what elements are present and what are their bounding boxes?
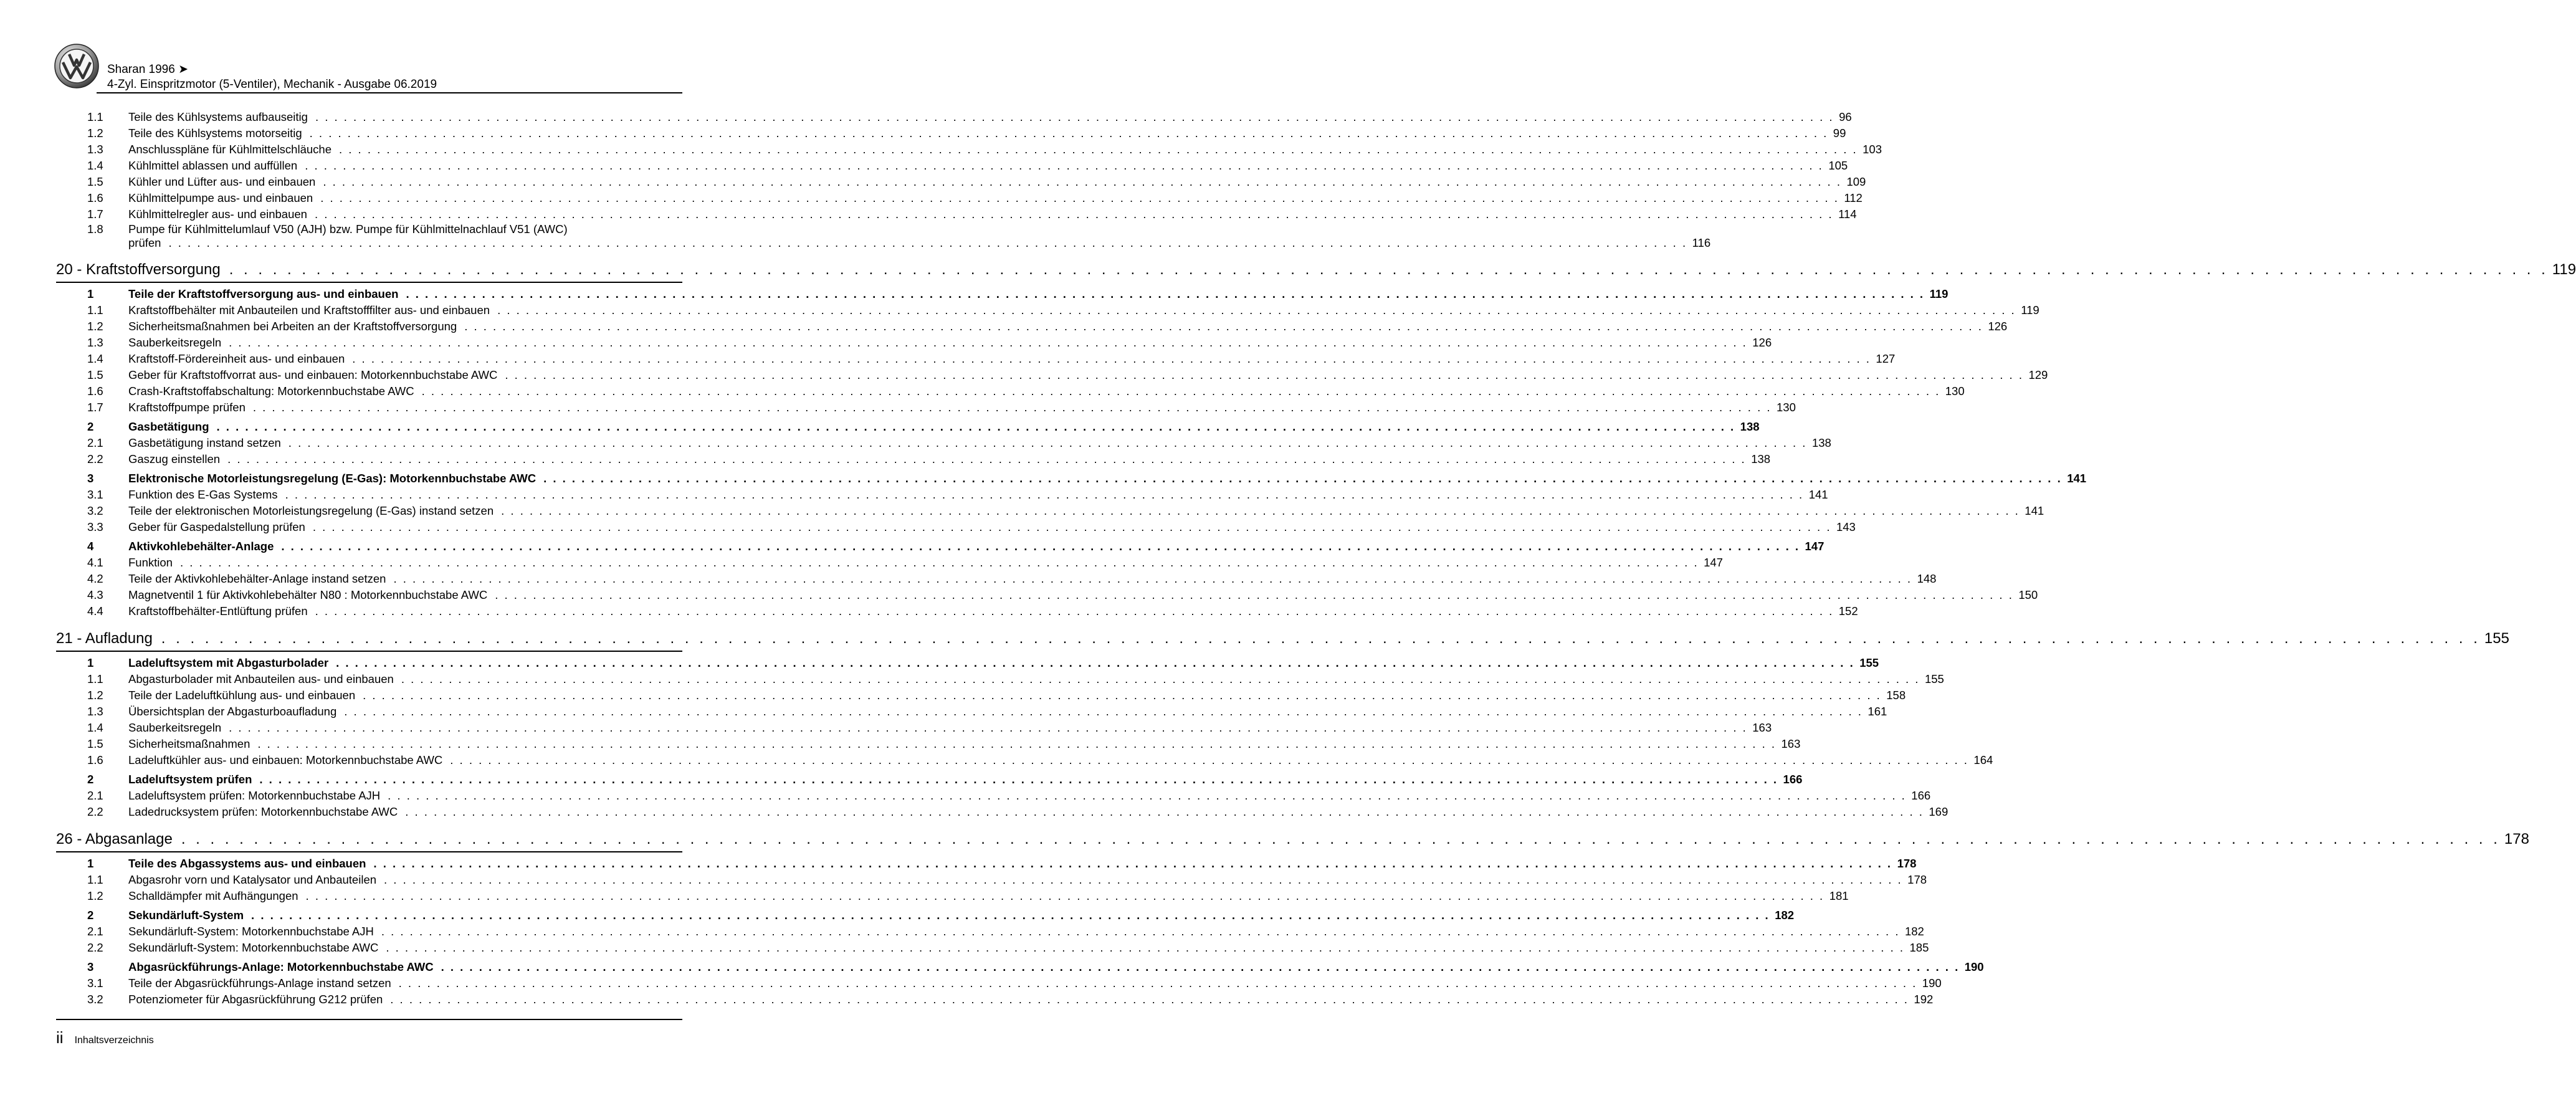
toc-subentry[interactable] — [56, 383, 1965, 399]
entry-title: Anschlusspläne für Kühlmittelschläuche — [128, 143, 332, 156]
entry-number: 2.2 — [87, 805, 103, 818]
entry-page: 161 — [1868, 705, 1887, 718]
entry-page: 138 — [1740, 420, 1760, 433]
entry-page: 116 — [1692, 236, 1711, 249]
entry-title: Sauberkeitsregeln — [128, 721, 222, 734]
entry-number: 3 — [87, 960, 94, 973]
dot-leader: . . . . . . . . . . . . . . . . . . . . . . . . . . . . . . . . . . . . . . . . . . . . . . . . . . . . . . . . . . . . . . . . . . . . . . . . . . . . . . . . . . . . . . . . . . . . . . . . . . . . . . . . . . . . . . . . . . . . . . . . . . . . . . . . . . . . . . . . . . . . . . . . . . . . . . . . . . . . . . . . — [405, 805, 1924, 818]
entry-page: 158 — [1886, 689, 1906, 702]
entry-page: 155 — [2484, 630, 2509, 647]
toc-subentry[interactable] — [56, 603, 1858, 619]
entry-title: Kraftstoffpumpe prüfen — [128, 401, 246, 414]
document-subtitle: 4-Zyl. Einspritzmotor (5-Ventiler), Mechanik - Ausgabe 06.2019 — [107, 78, 437, 91]
entry-title: Sekundärluft-System: Motorkennbuchstabe AJH — [128, 925, 374, 938]
entry-title: Gasbetätigung — [128, 420, 209, 433]
entry-title: Schalldämpfer mit Aufhängungen — [128, 889, 298, 902]
footer-divider — [56, 1019, 682, 1020]
entry-page: 109 — [1846, 175, 1866, 188]
toc-subentry[interactable] — [56, 190, 1863, 206]
toc-subentry[interactable] — [56, 872, 1927, 888]
entry-title-line2: prüfen — [128, 236, 161, 249]
entry-title: Teile des Kühlsystems aufbauseitig — [128, 110, 308, 123]
toc-subentry[interactable] — [56, 109, 1852, 125]
toc-subentry[interactable] — [56, 141, 1882, 158]
entry-page: 143 — [1836, 520, 1856, 533]
entry-number: 1.1 — [87, 873, 103, 886]
entry-page: 105 — [1828, 159, 1848, 172]
dot-leader: . . . . . . . . . . . . . . . . . . . . . . . . . . . . . . . . . . . . . . . . . . . . . . . . . . . . . . . . . . . . . . . . . . . . . . . . . . . . . . . . . . . . . . . . . . . . . . . . . . . . . . . . . . . . . . . . . . . . . . . . . . . . . . . . . . . . . . . . . . . . . . . . . . . . . . . . . . . . . . . . — [344, 705, 1863, 718]
toc-subentry[interactable] — [56, 888, 1849, 904]
entry-title: Gaszug einstellen — [128, 452, 221, 465]
toc-subentry[interactable] — [56, 302, 2039, 318]
entry-title: Geber für Gaspedalstellung prüfen — [128, 520, 305, 533]
entry-number: 1.8 — [87, 222, 103, 236]
footer-label: Inhaltsverzeichnis — [74, 1035, 154, 1046]
dot-leader: . . . . . . . . . . . . . . . . . . . . . . . . . . . . . . . . . . . . . . . . . . . . . . . . . . . . . . . . . . . . . . . . . . . . . . . . . . . . . . . . . . . . . . . . . . . . . . . . . . . . . . . . . . . . . . . . . . . . . . . . . . . . . . . . . . . . . . . . . . . . . . . . . . . . . . . . . . . . . . . . — [229, 336, 1748, 349]
entry-page: 130 — [1777, 401, 1796, 414]
entry-title: Teile der Abgasrückführungs-Anlage instand setzen — [128, 976, 391, 990]
toc-subentry[interactable] — [56, 367, 2048, 383]
dot-leader: . . . . . . . . . . . . . . . . . . . . . . . . . . . . . . . . . . . . . . . . . . . . . . . . . . . . . . . . . . . . . . . . . . . . . . . . . . . . . . . . . . . . . . . . . . . . . . . . . . . . . . . . . . . . . . . . . . . . . . . . . . . . . . . . . . . . . . . . . . . . . . . . . . . . . . . . . . . . . . . . — [257, 737, 1777, 750]
toc-section[interactable] — [56, 655, 1879, 671]
entry-number: 1.4 — [87, 352, 103, 365]
entry-page: 190 — [1922, 976, 1942, 990]
toc-section[interactable] — [56, 538, 1825, 555]
entry-page: 155 — [1859, 656, 1879, 669]
dot-leader: . . . . . . . . . . . . . . . . . . . . . . . . . . . . . . . . . . . . . . . . . . . . . . . . . . . . . . . . . . . . . . . . . . . . . . . . . . . . . . . . . . . . . . . . . . . . . . . . . . . . . . . . . . . . . . . . . . . . . . . . . . . . . . . . . . . . . . . . . . . . . . . . . . . . . . . . . . . . . . . . — [390, 993, 1909, 1006]
entry-title: Funktion des E-Gas Systems — [128, 488, 278, 501]
entry-title: Kraftstoffbehälter-Entlüftung prüfen — [128, 604, 308, 618]
entry-page: 138 — [1751, 452, 1771, 465]
pre-items — [56, 109, 1882, 222]
entry-number: 1.7 — [87, 208, 103, 221]
toc-section[interactable] — [56, 959, 1984, 975]
dot-leader: . . . . . . . . . . . . . . . . . . . . . . . . . . . . . . . . . . . . . . . . . . . . . . . . . . . . . . . . . . . . . . . . . . . . . . . . . . . . . . . . . . . . . . . . . . . . . . . . . . . . . . . . . . . . . . . . . . . . . . . . . . . . . . . . . . . . . . . . . . . . . . . . . . . . . . . . . . . . . . . . — [384, 873, 1903, 886]
entry-title: Ladedrucksystem prüfen: Motorkennbuchstabe AWC — [128, 805, 398, 818]
dot-leader: . . . . . . . . . . . . . . . . . . . . . . . . . . . . . . . . . . . . . . . . . . . . . . . . . . . . . . . . . . . . . . . . . . . . . . . . . . . . . . . . . . . . . . . . . . . . . . . . . . . . . . . . . . . . . . . . . . . . . . . . . . . . . . . . . . . . . . . . . . . . . . . . . . . . . . . . . . . . . . . . — [161, 630, 2481, 647]
dot-leader: . . . . . . . . . . . . . . . . . . . . . . . . . . . . . . . . . . . . . . . . . . . . . . . . . . . . . . . . . . . . . . . . . . . . . . . . . . . . . . . . . . . . . . . . . . . . . . . . . . . . . . . . . . . . . . . . . . . . . . . . . . . . . . . . . . . . . . . . . . . . . . . . . . . . . . . . . . . . . . . . — [388, 789, 1907, 802]
entry-number: 4.3 — [87, 588, 103, 601]
dot-leader: . . . . . . . . . . . . . . . . . . . . . . . . . . . . . . . . . . . . . . . . . . . . . . . . . . . . . . . . . . . . . . . . . . . . . . . . . . . . . . . . . . . . . . . . . . . . . . . . . . . . . . . . . . . . . . . . . . . . . . . . . . . . . . . . . . . . . . . . . . . . . . . . . . . . . . . . . . . . . . . . — [168, 236, 1687, 249]
entry-number: 2 — [87, 773, 94, 786]
dot-leader: . . . . . . . . . . . . . . . . . . . . . . . . . . . . . . . . . . . . . . . . . . . . . . . . . . . . . . . . . . . . . . . . . . . . . . . . . . . . . . . . . . . . . . . . . . . . . . . . . . . . . . . . . . . . . . . . . . . . . . . . . . . . . . . . . . . . . . . . . . . . . . . . . . . . . . . . . . . . . . . . — [281, 540, 1800, 553]
dot-leader: . . . . . . . . . . . . . . . . . . . . . . . . . . . . . . . . . . . . . . . . . . . . . . . . . . . . . . . . . . . . . . . . . . . . . . . . . . . . . . . . . . . . . . . . . . . . . . . . . . . . . . . . . . . . . . . . . . . . . . . . . . . . . . . . . . . . . . . . . . . . . . . . . . . . . . . . . . . . . . . . — [338, 143, 1858, 156]
toc-subentry[interactable] — [56, 975, 1942, 991]
entry-title: Ladeluftsystem prüfen — [128, 773, 252, 786]
dot-leader: . . . . . . . . . . . . . . . . . . . . . . . . . . . . . . . . . . . . . . . . . . . . . . . . . . . . . . . . . . . . . . . . . . . . . . . . . . . . . . . . . . . . . . . . . . . . . . . . . . . . . . . . . . . . . . . . . . . . . . . . . . . . . . . . . . . . . . . . . . . . . . . . . . . . . . . . . . . . . . . . — [312, 520, 1831, 533]
toc-subentry[interactable] — [56, 487, 1828, 503]
dot-leader: . . . . . . . . . . . . . . . . . . . . . . . . . . . . . . . . . . . . . . . . . . . . . . . . . . . . . . . . . . . . . . . . . . . . . . . . . . . . . . . . . . . . . . . . . . . . . . . . . . . . . . . . . . . . . . . . . . . . . . . . . . . . . . . . . . . . . . . . . . . . . . . . . . . . . . . . . . . . . . . . — [421, 384, 1940, 398]
entry-number: 3.1 — [87, 488, 103, 501]
entry-number: 3.1 — [87, 976, 103, 990]
entry-title: Gasbetätigung instand setzen — [128, 436, 281, 449]
entry-number: 1.2 — [87, 126, 103, 140]
toc-section[interactable] — [56, 856, 1917, 872]
table-of-contents — [56, 109, 2576, 1008]
dot-leader: . . . . . . . . . . . . . . . . . . . . . . . . . . . . . . . . . . . . . . . . . . . . . . . . . . . . . . . . . . . . . . . . . . . . . . . . . . . . . . . . . . . . . . . . . . . . . . . . . . . . . . . . . . . . . . . . . . . . . . . . . . . . . . . . . . . . . . . . . . . . . . . . . . . . . . . . . . . . . . . . — [352, 352, 1871, 365]
entry-page: 147 — [1704, 556, 1723, 569]
toc-subentry[interactable] — [56, 804, 1949, 820]
entry-title: Kühlmittelpumpe aus- und einbauen — [128, 191, 313, 204]
entry-number: 1.1 — [87, 303, 103, 317]
entry-number: 2 — [87, 909, 94, 922]
toc-entry-wrapped[interactable] — [56, 222, 1711, 251]
dot-leader: . . . . . . . . . . . . . . . . . . . . . . . . . . . . . . . . . . . . . . . . . . . . . . . . . . . . . . . . . . . . . . . . . . . . . . . . . . . . . . . . . . . . . . . . . . . . . . . . . . . . . . . . . . . . . . . . . . . . . . . . . . . . . . . . . . . . . . . . . . . . . . . . . . . . . . . . . . . . . . . . — [398, 976, 1917, 990]
entry-number: 1 — [87, 287, 94, 300]
entry-title: Sekundärluft-System: Motorkennbuchstabe AWC — [128, 941, 379, 954]
dot-leader: . . . . . . . . . . . . . . . . . . . . . . . . . . . . . . . . . . . . . . . . . . . . . . . . . . . . . . . . . . . . . . . . . . . . . . . . . . . . . . . . . . . . . . . . . . . . . . . . . . . . . . . . . . . . . . . . . . . . . . . . . . . . . . . . . . . . . . . . . . . . . . . . . . . . . . . . . . . . . . . . — [315, 110, 1834, 123]
entry-title: Elektronische Motorleistungsregelung (E-Gas): Motorkennbuchstabe AWC — [128, 472, 537, 485]
entry-number: 2.1 — [87, 436, 103, 449]
entry-number: 1.3 — [87, 705, 103, 718]
entry-title: Teile der Ladeluftkühlung aus- und einbauen — [128, 689, 356, 702]
entry-title: Ladeluftsystem mit Abgasturbolader — [128, 656, 329, 669]
entry-title: Teile des Kühlsystems motorseitig — [128, 126, 302, 140]
entry-title: 21 - Aufladung — [56, 630, 153, 647]
entry-page: 99 — [1833, 126, 1846, 140]
toc-subentry[interactable] — [56, 924, 1924, 940]
dot-leader: . . . . . . . . . . . . . . . . . . . . . . . . . . . . . . . . . . . . . . . . . . . . . . . . . . . . . . . . . . . . . . . . . . . . . . . . . . . . . . . . . . . . . . . . . . . . . . . . . . . . . . . . . . . . . . . . . . . . . . . . . . . . . . . . . . . . . . . . . . . . . . . . . . . . . . . . . . . . . . . . — [363, 689, 1882, 702]
entry-page: 127 — [1876, 352, 1896, 365]
entry-number: 1 — [87, 857, 94, 870]
entry-page: 119 — [2552, 261, 2576, 278]
toc-subentry[interactable] — [56, 206, 1857, 222]
toc-section[interactable] — [56, 470, 2087, 487]
toc-subentry[interactable] — [56, 720, 1772, 736]
dot-leader: . . . . . . . . . . . . . . . . . . . . . . . . . . . . . . . . . . . . . . . . . . . . . . . . . . . . . . . . . . . . . . . . . . . . . . . . . . . . . . . . . . . . . . . . . . . . . . . . . . . . . . . . . . . . . . . . . . . . . . . . . . . . . . . . . . . . . . . . . . . . . . . . . . . . . . . . . . . . . . . . — [315, 604, 1834, 618]
entry-title: Kraftstoff-Fördereinheit aus- und einbauen — [128, 352, 345, 365]
entry-page: 163 — [1752, 721, 1772, 734]
entry-number: 2.2 — [87, 941, 103, 954]
entry-title: 20 - Kraftstoffversorgung — [56, 261, 221, 278]
toc-subentry[interactable] — [56, 752, 1993, 768]
entry-page: 112 — [1844, 191, 1863, 204]
dot-leader: . . . . . . . . . . . . . . . . . . . . . . . . . . . . . . . . . . . . . . . . . . . . . . . . . . . . . . . . . . . . . . . . . . . . . . . . . . . . . . . . . . . . . . . . . . . . . . . . . . . . . . . . . . . . . . . . . . . . . . . . . . . . . . . . . . . . . . . . . . . . . . . . . . . . . . . . . . . . . . . . — [320, 191, 1839, 204]
dot-leader: . . . . . . . . . . . . . . . . . . . . . . . . . . . . . . . . . . . . . . . . . . . . . . . . . . . . . . . . . . . . . . . . . . . . . . . . . . . . . . . . . . . . . . . . . . . . . . . . . . . . . . . . . . . . . . . . . . . . . . . . . . . . . . . . . . . . . . . . . . . . . . . . . . . . . . . . . . . . . . . . — [259, 773, 1778, 786]
dot-leader: . . . . . . . . . . . . . . . . . . . . . . . . . . . . . . . . . . . . . . . . . . . . . . . . . . . . . . . . . . . . . . . . . . . . . . . . . . . . . . . . . . . . . . . . . . . . . . . . . . . . . . . . . . . . . . . . . . . . . . . . . . . . . . . . . . . . . . . . . . . . . . . . . . . . . . . . . . . . . . . . — [179, 556, 1699, 569]
toc-subentry[interactable] — [56, 158, 1848, 174]
entry-title: Potenziometer für Abgasrückführung G212 prüfen — [128, 993, 383, 1006]
entry-page: 181 — [1829, 889, 1849, 902]
entry-title: Teile der Kraftstoffversorgung aus- und einbauen — [128, 287, 399, 300]
entry-title: Kraftstoffbehälter mit Anbauteilen und Kraftstofffilter aus- und einbauen — [128, 303, 490, 317]
entry-title: Kühlmittelregler aus- und einbauen — [128, 208, 307, 221]
entry-page: 182 — [1904, 925, 1924, 938]
entry-page: 114 — [1838, 208, 1857, 221]
entry-number: 1.1 — [87, 672, 103, 685]
entry-page: 190 — [1964, 960, 1984, 973]
toc-subentry[interactable] — [56, 519, 1856, 535]
entry-page: 103 — [1863, 143, 1882, 156]
toc-subentry[interactable] — [56, 687, 1906, 704]
entry-title: Abgasturbolader mit Anbauteilen aus- und einbauen — [128, 672, 394, 685]
entry-title: Sicherheitsmaßnahmen — [128, 737, 250, 750]
dot-leader: . . . . . . . . . . . . . . . . . . . . . . . . . . . . . . . . . . . . . . . . . . . . . . . . . . . . . . . . . . . . . . . . . . . . . . . . . . . . . . . . . . . . . . . . . . . . . . . . . . . . . . . . . . . . . . . . . . . . . . . . . . . . . . . . . . . . . . . . . . . . . . . . . . . . . . . . . . . . . . . . — [464, 320, 1983, 333]
dot-leader: . . . . . . . . . . . . . . . . . . . . . . . . . . . . . . . . . . . . . . . . . . . . . . . . . . . . . . . . . . . . . . . . . . . . . . . . . . . . . . . . . . . . . . . . . . . . . . . . . . . . . . . . . . . . . . . . . . . . . . . . . . . . . . . . . . . . . . . . . . . . . . . . . . . . . . . . . . . . . . . . — [252, 401, 1772, 414]
dot-leader: . . . . . . . . . . . . . . . . . . . . . . . . . . . . . . . . . . . . . . . . . . . . . . . . . . . . . . . . . . . . . . . . . . . . . . . . . . . . . . . . . . . . . . . . . . . . . . . . . . . . . . . . . . . . . . . . . . . . . . . . . . . . . . . . . . . . . . . . . . . . . . . . . . . . . . . . . . . . . . . . — [406, 287, 1925, 300]
entry-number: 4.1 — [87, 556, 103, 569]
dot-leader: . . . . . . . . . . . . . . . . . . . . . . . . . . . . . . . . . . . . . . . . . . . . . . . . . . . . . . . . . . . . . . . . . . . . . . . . . . . . . . . . . . . . . . . . . . . . . . . . . . . . . . . . . . . . . . . . . . . . . . . . . . . . . . . . . . . . . . . . . . . . . . . . . . . . . . . . . . . . . . . . — [251, 909, 1770, 922]
entry-number: 2.2 — [87, 452, 103, 465]
entry-page: 164 — [1973, 753, 1993, 766]
toc-subentry[interactable] — [56, 571, 1937, 587]
entry-number: 1.4 — [87, 721, 103, 734]
entry-title: 26 - Abgasanlage — [56, 831, 173, 847]
entry-page: 166 — [1783, 773, 1803, 786]
entry-title: Übersichtsplan der Abgasturboaufladung — [128, 705, 337, 718]
dot-leader: . . . . . . . . . . . . . . . . . . . . . . . . . . . . . . . . . . . . . . . . . . . . . . . . . . . . . . . . . . . . . . . . . . . . . . . . . . . . . . . . . . . . . . . . . . . . . . . . . . . . . . . . . . . . . . . . . . . . . . . . . . . . . . . . . . . . . . . . . . . . . . . . . . . . . . . . . . . . . . . . — [381, 925, 1900, 938]
toc-subentry[interactable] — [56, 704, 1887, 720]
dot-leader: . . . . . . . . . . . . . . . . . . . . . . . . . . . . . . . . . . . . . . . . . . . . . . . . . . . . . . . . . . . . . . . . . . . . . . . . . . . . . . . . . . . . . . . . . . . . . . . . . . . . . . . . . . . . . . . . . . . . . . . . . . . . . . . . . . . . . . . . . . . . . . . . . . . . . . . . . . . . . . . . — [386, 941, 1905, 954]
entry-page: 178 — [2504, 831, 2529, 847]
entry-title: Geber für Kraftstoffvorrat aus- und einbauen: Motorkennbuchstabe AWC — [128, 368, 498, 381]
entry-number: 1.6 — [87, 191, 103, 204]
entry-title: Funktion — [128, 556, 173, 569]
chapter-heading[interactable] — [56, 829, 2529, 852]
entry-title: Crash-Kraftstoffabschaltung: Motorkennbuchstabe AWC — [128, 384, 414, 398]
entry-number: 1.3 — [87, 143, 103, 156]
vw-logo — [54, 44, 99, 88]
entry-number: 1.1 — [87, 110, 103, 123]
entry-page: 155 — [1924, 672, 1944, 685]
entry-number: 3.2 — [87, 504, 103, 517]
entry-page: 178 — [1897, 857, 1917, 870]
toc-section[interactable] — [56, 286, 1949, 302]
entry-page: 129 — [2028, 368, 2048, 381]
entry-number: 1.2 — [87, 320, 103, 333]
entry-page: 192 — [1914, 993, 1934, 1006]
entry-page: 166 — [1911, 789, 1931, 802]
dot-leader: . . . . . . . . . . . . . . . . . . . . . . . . . . . . . . . . . . . . . . . . . . . . . . . . . . . . . . . . . . . . . . . . . . . . . . . . . . . . . . . . . . . . . . . . . . . . . . . . . . . . . . . . . . . . . . . . . . . . . . . . . . . . . . . . . . . . . . . . . . . . . . . . . . . . . . . . . . . . . . . . — [497, 303, 2016, 317]
toc-subentry[interactable] — [56, 671, 1944, 687]
toc-subentry[interactable] — [56, 335, 1772, 351]
toc-section[interactable] — [56, 771, 1803, 788]
entry-number: 2.1 — [87, 925, 103, 938]
toc-subentry[interactable] — [56, 174, 1866, 190]
dot-leader: . . . . . . . . . . . . . . . . . . . . . . . . . . . . . . . . . . . . . . . . . . . . . . . . . . . . . . . . . . . . . . . . . . . . . . . . . . . . . . . . . . . . . . . . . . . . . . . . . . . . . . . . . . . . . . . . . . . . . . . . . . . . . . . . . . . . . . . . . . . . . . . . . . . . . . . . . . . . . . . . — [501, 504, 2020, 517]
toc-subentry[interactable] — [56, 435, 1831, 451]
entry-title: Abgasrückführungs-Anlage: Motorkennbuchstabe AWC — [128, 960, 434, 973]
entry-number: 1.7 — [87, 401, 103, 414]
entry-page: 182 — [1775, 909, 1795, 922]
entry-page: 185 — [1909, 941, 1929, 954]
entry-title: Sekundärluft-System — [128, 909, 244, 922]
entry-title: Ladeluftsystem prüfen: Motorkennbuchstabe AJH — [128, 789, 381, 802]
dot-leader: . . . . . . . . . . . . . . . . . . . . . . . . . . . . . . . . . . . . . . . . . . . . . . . . . . . . . . . . . . . . . . . . . . . . . . . . . . . . . . . . . . . . . . . . . . . . . . . . . . . . . . . . . . . . . . . . . . . . . . . . . . . . . . . . . . . . . . . . . . . . . . . . . . . . . . . . . . . . . . . . — [305, 889, 1825, 902]
dot-leader: . . . . . . . . . . . . . . . . . . . . . . . . . . . . . . . . . . . . . . . . . . . . . . . . . . . . . . . . . . . . . . . . . . . . . . . . . . . . . . . . . . . . . . . . . . . . . . . . . . . . . . . . . . . . . . . . . . . . . . . . . . . . . . . . . . . . . . . . . . . . . . . . . . . . . . . . . . . . . . . . — [401, 672, 1920, 685]
entry-number: 1.6 — [87, 384, 103, 398]
toc-subentry[interactable] — [56, 451, 1771, 467]
entry-title: Teile des Abgassystems aus- und einbauen — [128, 857, 366, 870]
entry-title: Sicherheitsmaßnahmen bei Arbeiten an der Kraftstoffversorgung — [128, 320, 457, 333]
entry-number: 1.6 — [87, 753, 103, 766]
entry-title: Magnetventil 1 für Aktivkohlebehälter N80 : Motorkennbuchstabe AWC — [128, 588, 488, 601]
toc-subentry[interactable] — [56, 125, 1846, 141]
entry-page: 141 — [2025, 504, 2044, 517]
toc-subentry[interactable] — [56, 940, 1929, 956]
chapters — [56, 259, 2576, 1008]
entry-page: 148 — [1917, 572, 1937, 585]
entry-page: 147 — [1805, 540, 1825, 553]
dot-leader: . . . . . . . . . . . . . . . . . . . . . . . . . . . . . . . . . . . . . . . . . . . . . . . . . . . . . . . . . . . . . . . . . . . . . . . . . . . . . . . . . . . . . . . . . . . . . . . . . . . . . . . . . . . . . . . . . . . . . . . . . . . . . . . . . . . . . . . . . . . . . . . . . . . . . . . . . . . . . . . . — [441, 960, 1960, 973]
entry-page: 96 — [1839, 110, 1852, 123]
dot-leader: . . . . . . . . . . . . . . . . . . . . . . . . . . . . . . . . . . . . . . . . . . . . . . . . . . . . . . . . . . . . . . . . . . . . . . . . . . . . . . . . . . . . . . . . . . . . . . . . . . . . . . . . . . . . . . . . . . . . . . . . . . . . . . . . . . . . . . . . . . . . . . . . . . . . . . . . . . . . . . . . — [216, 420, 1735, 433]
entry-number: 1 — [87, 656, 94, 669]
entry-number: 2 — [87, 420, 94, 433]
entry-page: 126 — [1988, 320, 2008, 333]
entry-number: 2.1 — [87, 789, 103, 802]
dot-leader: . . . . . . . . . . . . . . . . . . . . . . . . . . . . . . . . . . . . . . . . . . . . . . . . . . . . . . . . . . . . . . . . . . . . . . . . . . . . . . . . . . . . . . . . . . . . . . . . . . . . . . . . . . . . . . . . . . . . . . . . . . . . . . . . . . . . . . . . . . . . . . . . . . . . . . . . . . . . . . . . — [336, 656, 1855, 669]
entry-title: Sauberkeitsregeln — [128, 336, 222, 349]
dot-leader: . . . . . . . . . . . . . . . . . . . . . . . . . . . . . . . . . . . . . . . . . . . . . . . . . . . . . . . . . . . . . . . . . . . . . . . . . . . . . . . . . . . . . . . . . . . . . . . . . . . . . . . . . . . . . . . . . . . . . . . . . . . . . . . . . . . . . . . . . . . . . . . . . . . . . . . . . . . . . . . . — [373, 857, 1892, 870]
entry-title: Aktivkohlebehälter-Anlage — [128, 540, 274, 553]
entry-title-line1: Pumpe für Kühlmittelumlauf V50 (AJH) bzw. Pumpe für Kühlmittelnachlauf V51 (AWC) — [128, 222, 568, 236]
entry-number: 1.5 — [87, 737, 103, 750]
entry-page: 169 — [1929, 805, 1949, 818]
dot-leader: . . . . . . . . . . . . . . . . . . . . . . . . . . . . . . . . . . . . . . . . . . . . . . . . . . . . . . . . . . . . . . . . . . . . . . . . . . . . . . . . . . . . . . . . . . . . . . . . . . . . . . . . . . . . . . . . . . . . . . . . . . . . . . . . . . . . . . . . . . . . . . . . . . . . . . . . . . . . . . . . — [229, 261, 2549, 278]
dot-leader: . . . . . . . . . . . . . . . . . . . . . . . . . . . . . . . . . . . . . . . . . . . . . . . . . . . . . . . . . . . . . . . . . . . . . . . . . . . . . . . . . . . . . . . . . . . . . . . . . . . . . . . . . . . . . . . . . . . . . . . . . . . . . . . . . . . . . . . . . . . . . . . . . . . . . . . . . . . . . . . . — [305, 159, 1824, 172]
toc-subentry[interactable] — [56, 587, 2038, 603]
dot-leader: . . . . . . . . . . . . . . . . . . . . . . . . . . . . . . . . . . . . . . . . . . . . . . . . . . . . . . . . . . . . . . . . . . . . . . . . . . . . . . . . . . . . . . . . . . . . . . . . . . . . . . . . . . . . . . . . . . . . . . . . . . . . . . . . . . . . . . . . . . . . . . . . . . . . . . . . . . . . . . . . — [450, 753, 1969, 766]
entry-title: Kühlmittel ablassen und auffüllen — [128, 159, 298, 172]
entry-title: Teile der elektronischen Motorleistungsregelung (E-Gas) instand setzen — [128, 504, 494, 517]
entry-page: 152 — [1838, 604, 1858, 618]
entry-page: 126 — [1752, 336, 1772, 349]
entry-title: Kühler und Lüfter aus- und einbauen — [128, 175, 316, 188]
entry-page: 178 — [1907, 873, 1927, 886]
toc-subentry[interactable] — [56, 991, 1934, 1008]
dot-leader: . . . . . . . . . . . . . . . . . . . . . . . . . . . . . . . . . . . . . . . . . . . . . . . . . . . . . . . . . . . . . . . . . . . . . . . . . . . . . . . . . . . . . . . . . . . . . . . . . . . . . . . . . . . . . . . . . . . . . . . . . . . . . . . . . . . . . . . . . . . . . . . . . . . . . . . . . . . . . . . . — [309, 126, 1828, 140]
entry-title: Teile der Aktivkohlebehälter-Anlage instand setzen — [128, 572, 386, 585]
entry-page: 119 — [1929, 287, 1949, 300]
dot-leader: . . . . . . . . . . . . . . . . . . . . . . . . . . . . . . . . . . . . . . . . . . . . . . . . . . . . . . . . . . . . . . . . . . . . . . . . . . . . . . . . . . . . . . . . . . . . . . . . . . . . . . . . . . . . . . . . . . . . . . . . . . . . . . . . . . . . . . . . . . . . . . . . . . . . . . . . . . . . . . . . — [543, 472, 2063, 485]
page-footer — [56, 1028, 154, 1048]
document-header — [107, 62, 437, 92]
entry-number: 3.2 — [87, 993, 103, 1006]
chapter-heading[interactable] — [56, 259, 2576, 283]
toc-subentry[interactable] — [56, 503, 2044, 519]
entry-number: 4.4 — [87, 604, 103, 618]
entry-number: 1.5 — [87, 175, 103, 188]
entry-number: 1.3 — [87, 336, 103, 349]
dot-leader: . . . . . . . . . . . . . . . . . . . . . . . . . . . . . . . . . . . . . . . . . . . . . . . . . . . . . . . . . . . . . . . . . . . . . . . . . . . . . . . . . . . . . . . . . . . . . . . . . . . . . . . . . . . . . . . . . . . . . . . . . . . . . . . . . . . . . . . . . . . . . . . . . . . . . . . . . . . . . . . . — [505, 368, 2024, 381]
dot-leader: . . . . . . . . . . . . . . . . . . . . . . . . . . . . . . . . . . . . . . . . . . . . . . . . . . . . . . . . . . . . . . . . . . . . . . . . . . . . . . . . . . . . . . . . . . . . . . . . . . . . . . . . . . . . . . . . . . . . . . . . . . . . . . . . . . . . . . . . . . . . . . . . . . . . . . . . . . . . . . . . — [285, 488, 1804, 501]
toc-section[interactable] — [56, 419, 1760, 435]
dot-leader: . . . . . . . . . . . . . . . . . . . . . . . . . . . . . . . . . . . . . . . . . . . . . . . . . . . . . . . . . . . . . . . . . . . . . . . . . . . . . . . . . . . . . . . . . . . . . . . . . . . . . . . . . . . . . . . . . . . . . . . . . . . . . . . . . . . . . . . . . . . . . . . . . . . . . . . . . . . . . . . . — [227, 452, 1747, 465]
toc-subentry[interactable] — [56, 788, 1931, 804]
dot-leader: . . . . . . . . . . . . . . . . . . . . . . . . . . . . . . . . . . . . . . . . . . . . . . . . . . . . . . . . . . . . . . . . . . . . . . . . . . . . . . . . . . . . . . . . . . . . . . . . . . . . . . . . . . . . . . . . . . . . . . . . . . . . . . . . . . . . . . . . . . . . . . . . . . . . . . . . . . . . . . . . — [495, 588, 2014, 601]
dot-leader: . . . . . . . . . . . . . . . . . . . . . . . . . . . . . . . . . . . . . . . . . . . . . . . . . . . . . . . . . . . . . . . . . . . . . . . . . . . . . . . . . . . . . . . . . . . . . . . . . . . . . . . . . . . . . . . . . . . . . . . . . . . . . . . . . . . . . . . . . . . . . . . . . . . . . . . . . . . . . . . . — [314, 208, 1834, 221]
header-divider — [97, 92, 682, 93]
entry-number: 1.5 — [87, 368, 103, 381]
entry-number: 4.2 — [87, 572, 103, 585]
dot-leader: . . . . . . . . . . . . . . . . . . . . . . . . . . . . . . . . . . . . . . . . . . . . . . . . . . . . . . . . . . . . . . . . . . . . . . . . . . . . . . . . . . . . . . . . . . . . . . . . . . . . . . . . . . . . . . . . . . . . . . . . . . . . . . . . . . . . . . . . . . . . . . . . . . . . . . . . . . . . . . . . — [229, 721, 1748, 734]
entry-page: 150 — [2018, 588, 2038, 601]
entry-page: 163 — [1781, 737, 1801, 750]
dot-leader: . . . . . . . . . . . . . . . . . . . . . . . . . . . . . . . . . . . . . . . . . . . . . . . . . . . . . . . . . . . . . . . . . . . . . . . . . . . . . . . . . . . . . . . . . . . . . . . . . . . . . . . . . . . . . . . . . . . . . . . . . . . . . . . . . . . . . . . . . . . . . . . . . . . . . . . . . . . . . . . . — [323, 175, 1842, 188]
toc-subentry[interactable] — [56, 351, 1896, 367]
toc-subentry[interactable] — [56, 555, 1723, 571]
entry-page: 119 — [2021, 303, 2039, 317]
entry-title: Ladeluftkühler aus- und einbauen: Motorkennbuchstabe AWC — [128, 753, 443, 766]
toc-section[interactable] — [56, 907, 1795, 924]
page-number: ii — [56, 1028, 64, 1047]
toc-subentry[interactable] — [56, 318, 2008, 335]
dot-leader: . . . . . . . . . . . . . . . . . . . . . . . . . . . . . . . . . . . . . . . . . . . . . . . . . . . . . . . . . . . . . . . . . . . . . . . . . . . . . . . . . . . . . . . . . . . . . . . . . . . . . . . . . . . . . . . . . . . . . . . . . . . . . . . . . . . . . . . . . . . . . . . . . . . . . . . . . . . . . . . . — [393, 572, 1912, 585]
entry-page: 141 — [2067, 472, 2087, 485]
entry-number: 3 — [87, 472, 94, 485]
dot-leader: . . . . . . . . . . . . . . . . . . . . . . . . . . . . . . . . . . . . . . . . . . . . . . . . . . . . . . . . . . . . . . . . . . . . . . . . . . . . . . . . . . . . . . . . . . . . . . . . . . . . . . . . . . . . . . . . . . . . . . . . . . . . . . . . . . . . . . . . . . . . . . . . . . . . . . . . . . . . . . . . — [181, 831, 2501, 847]
model-title: Sharan 1996 ➤ — [107, 63, 189, 76]
entry-page: 141 — [1808, 488, 1828, 501]
entry-page: 138 — [1811, 436, 1831, 449]
entry-number: 1.4 — [87, 159, 103, 172]
toc-subentry[interactable] — [56, 399, 1796, 416]
entry-number: 1.2 — [87, 689, 103, 702]
entry-page: 130 — [1945, 384, 1965, 398]
entry-number: 1.2 — [87, 889, 103, 902]
entry-number: 3.3 — [87, 520, 103, 533]
dot-leader: . . . . . . . . . . . . . . . . . . . . . . . . . . . . . . . . . . . . . . . . . . . . . . . . . . . . . . . . . . . . . . . . . . . . . . . . . . . . . . . . . . . . . . . . . . . . . . . . . . . . . . . . . . . . . . . . . . . . . . . . . . . . . . . . . . . . . . . . . . . . . . . . . . . . . . . . . . . . . . . . — [288, 436, 1807, 449]
toc-subentry[interactable] — [56, 736, 1801, 752]
entry-title: Abgasrohr vorn und Katalysator und Anbauteilen — [128, 873, 377, 886]
entry-number: 4 — [87, 540, 94, 553]
chapter-heading[interactable] — [56, 628, 2509, 652]
